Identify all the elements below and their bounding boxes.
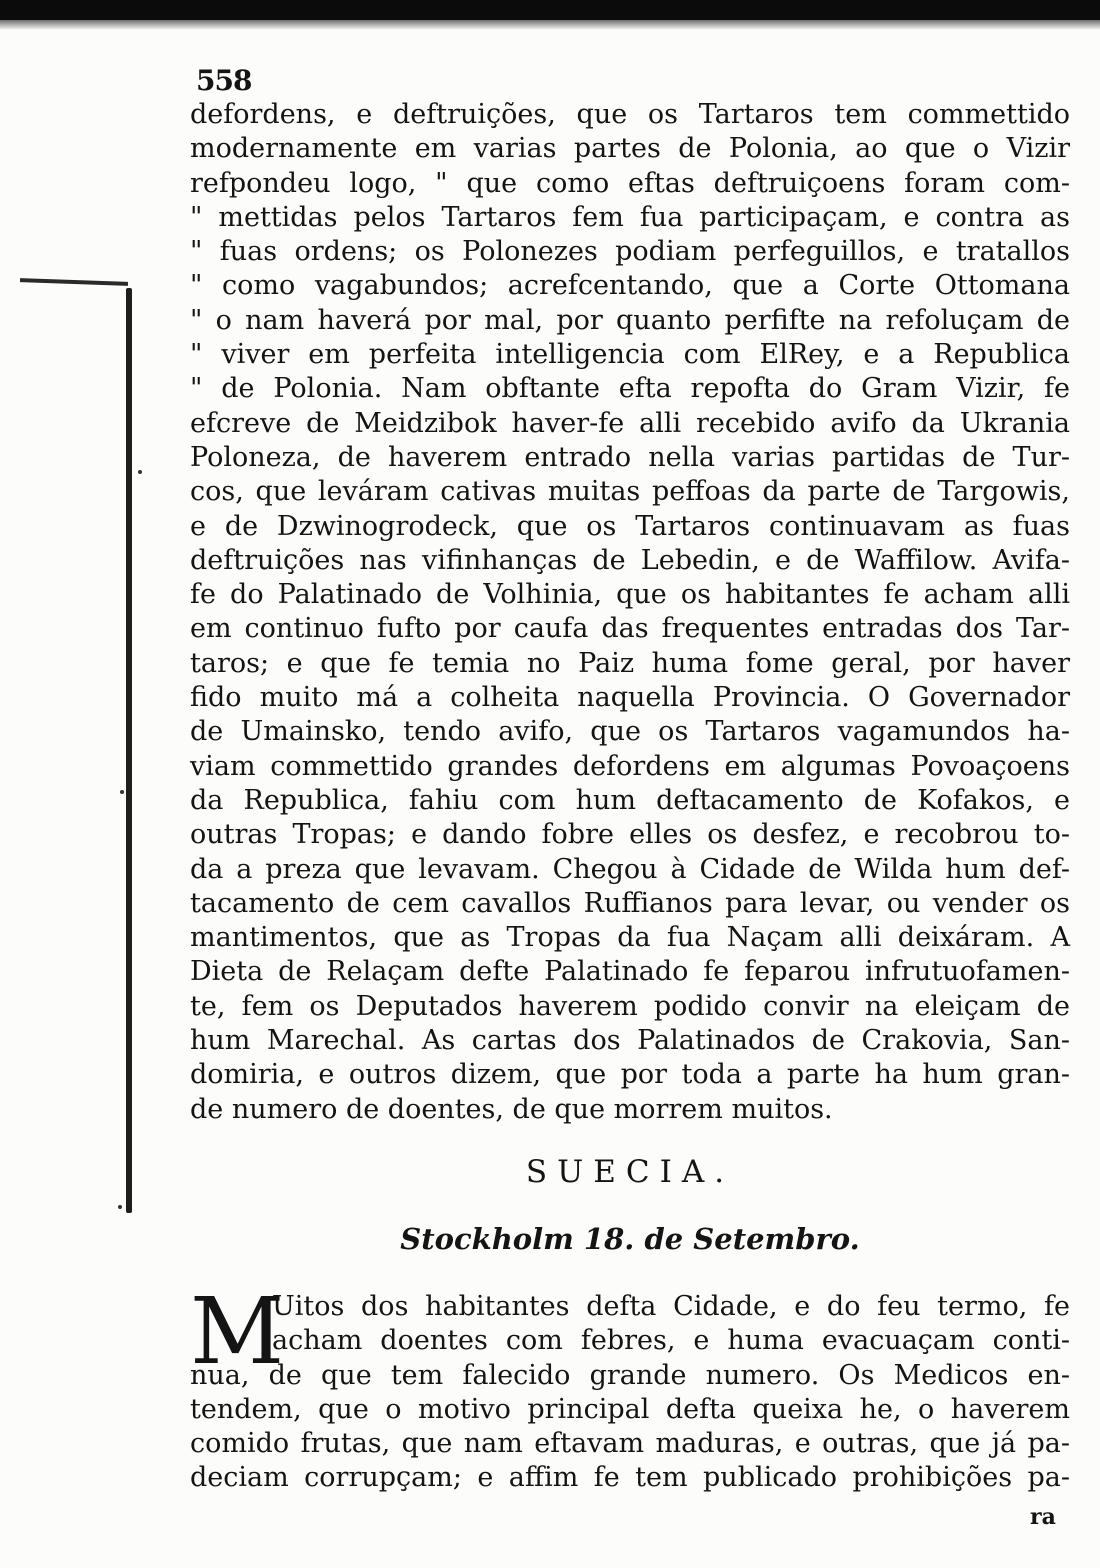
text-line: fe do Palatinado de Volhinia, que os habitantes fe acham alli (190, 579, 1070, 611)
text-line: " fuas ordens; os Polonezes podiam perfeguillos, e tratallos (190, 236, 1070, 268)
text-line: deftruições nas vifinhanças de Lebedin, e de Waffilow. Avifa- (190, 544, 1070, 576)
text-line: " de Polonia. Nam obftante efta repofta do Gram Vizir, fe (190, 373, 1070, 405)
text-line: tacamento de cem cavallos Ruffianos para levar, ou vender os (190, 887, 1070, 919)
text-line: em continuo fufto por caufa das frequentes entradas dos Tar- (190, 613, 1070, 645)
text-line: e de Dzwinogrodeck, que os Tartaros continuavam as fuas (190, 510, 1070, 542)
section-heading: SUECIA. (525, 1154, 735, 1190)
text-line: te, fem os Deputados haverem podido convir na eleiçam de (190, 990, 1070, 1022)
text-line: viam commettido grandes defordens em algumas Povoaçoens (190, 750, 1070, 782)
text-line: Poloneza, de haverem entrado nella varias partidas de Tur- (190, 441, 1070, 473)
body-text (190, 98, 1070, 1127)
scan-top-fade (0, 20, 1100, 30)
scan-speck (138, 470, 142, 474)
text-line: " mettidas pelos Tartaros fem fua participaçam, e contra as (190, 201, 1070, 233)
scan-speck (120, 790, 124, 794)
text-line: da Republica, fahiu com hum deftacamento de Kofakos, e (190, 784, 1070, 816)
text-line: fido muito má a colheita naquella Provincia. O Governador (190, 682, 1070, 714)
text-line: defordens, e deftruições, que os Tartaros tem commettido (190, 99, 1070, 130)
scan-binding-edge (126, 288, 132, 1213)
scan-top-edge (0, 0, 1100, 20)
text-line: acham doentes com febres, e huma evacuaçam conti- (272, 1325, 1070, 1357)
text-line: Uitos dos habitantes defta Cidade, e do feu termo, fe (272, 1291, 1070, 1322)
text-line: efcreve de Meidzibok haver-fe alli recebido avifo da Ukrania (190, 407, 1070, 439)
drop-cap: M (190, 1278, 285, 1385)
text-line: nua, de que tem falecido grande numero. Os Medicos en- (190, 1359, 1070, 1391)
page-number: 558 (196, 64, 252, 97)
scan-speck (118, 1205, 122, 1209)
dateline: Stockholm 18. de Setembro. (400, 1222, 860, 1256)
text-line: cos, que leváram cativas muitas peffoas da parte de Targowis, (190, 476, 1070, 508)
text-line: refpondeu logo, " que como eftas deftruiçoens foram com- (190, 167, 1070, 199)
text-line: taros; e que fe temia no Paiz huma fome geral, por haver (190, 647, 1070, 679)
text-line: comido frutas, que nam eftavam maduras, e outras, que já pa- (190, 1428, 1070, 1460)
text-line: domiria, e outros dizem, que por toda a parte ha hum gran- (190, 1059, 1070, 1091)
text-line: de Umainsko, tendo avifo, que os Tartaros vagamundos ha- (190, 716, 1070, 748)
text-line: modernamente em varias partes de Polonia, ao que o Vizir (190, 133, 1070, 165)
catchword: ra (1030, 1504, 1056, 1530)
text-line: " o nam haverá por mal, por quanto perfifte na refoluçam de (190, 304, 1070, 336)
scan-margin-mark (20, 278, 128, 286)
text-line: deciam corrupçam; e affim fe tem publicado prohibições pa- (190, 1462, 1070, 1494)
text-line: tendem, que o motivo principal defta queixa he, o haverem (190, 1393, 1070, 1425)
text-line: " como vagabundos; acrefcentando, que a Corte Ottomana (190, 270, 1070, 302)
text-line: " viver em perfeita intelligencia com ElRey, e a Republica (190, 339, 1070, 371)
text-line: hum Marechal. As cartas dos Palatinados de Crakovia, San- (190, 1025, 1070, 1057)
text-line: Dieta de Relaçam defte Palatinado fe feparou infrutuofamen- (190, 956, 1070, 988)
text-line: de numero de doentes, de que morrem muitos. (190, 1093, 833, 1125)
text-line: outras Tropas; e dando fobre elles os desfez, e recobrou to- (190, 819, 1070, 851)
text-line: da a preza que levavam. Chegou à Cidade de Wilda hum def- (190, 853, 1070, 885)
paragraph-stockholm (190, 1278, 1070, 1496)
text-line: mantimentos, que as Tropas da fua Naçam alli deixáram. A (190, 922, 1070, 954)
